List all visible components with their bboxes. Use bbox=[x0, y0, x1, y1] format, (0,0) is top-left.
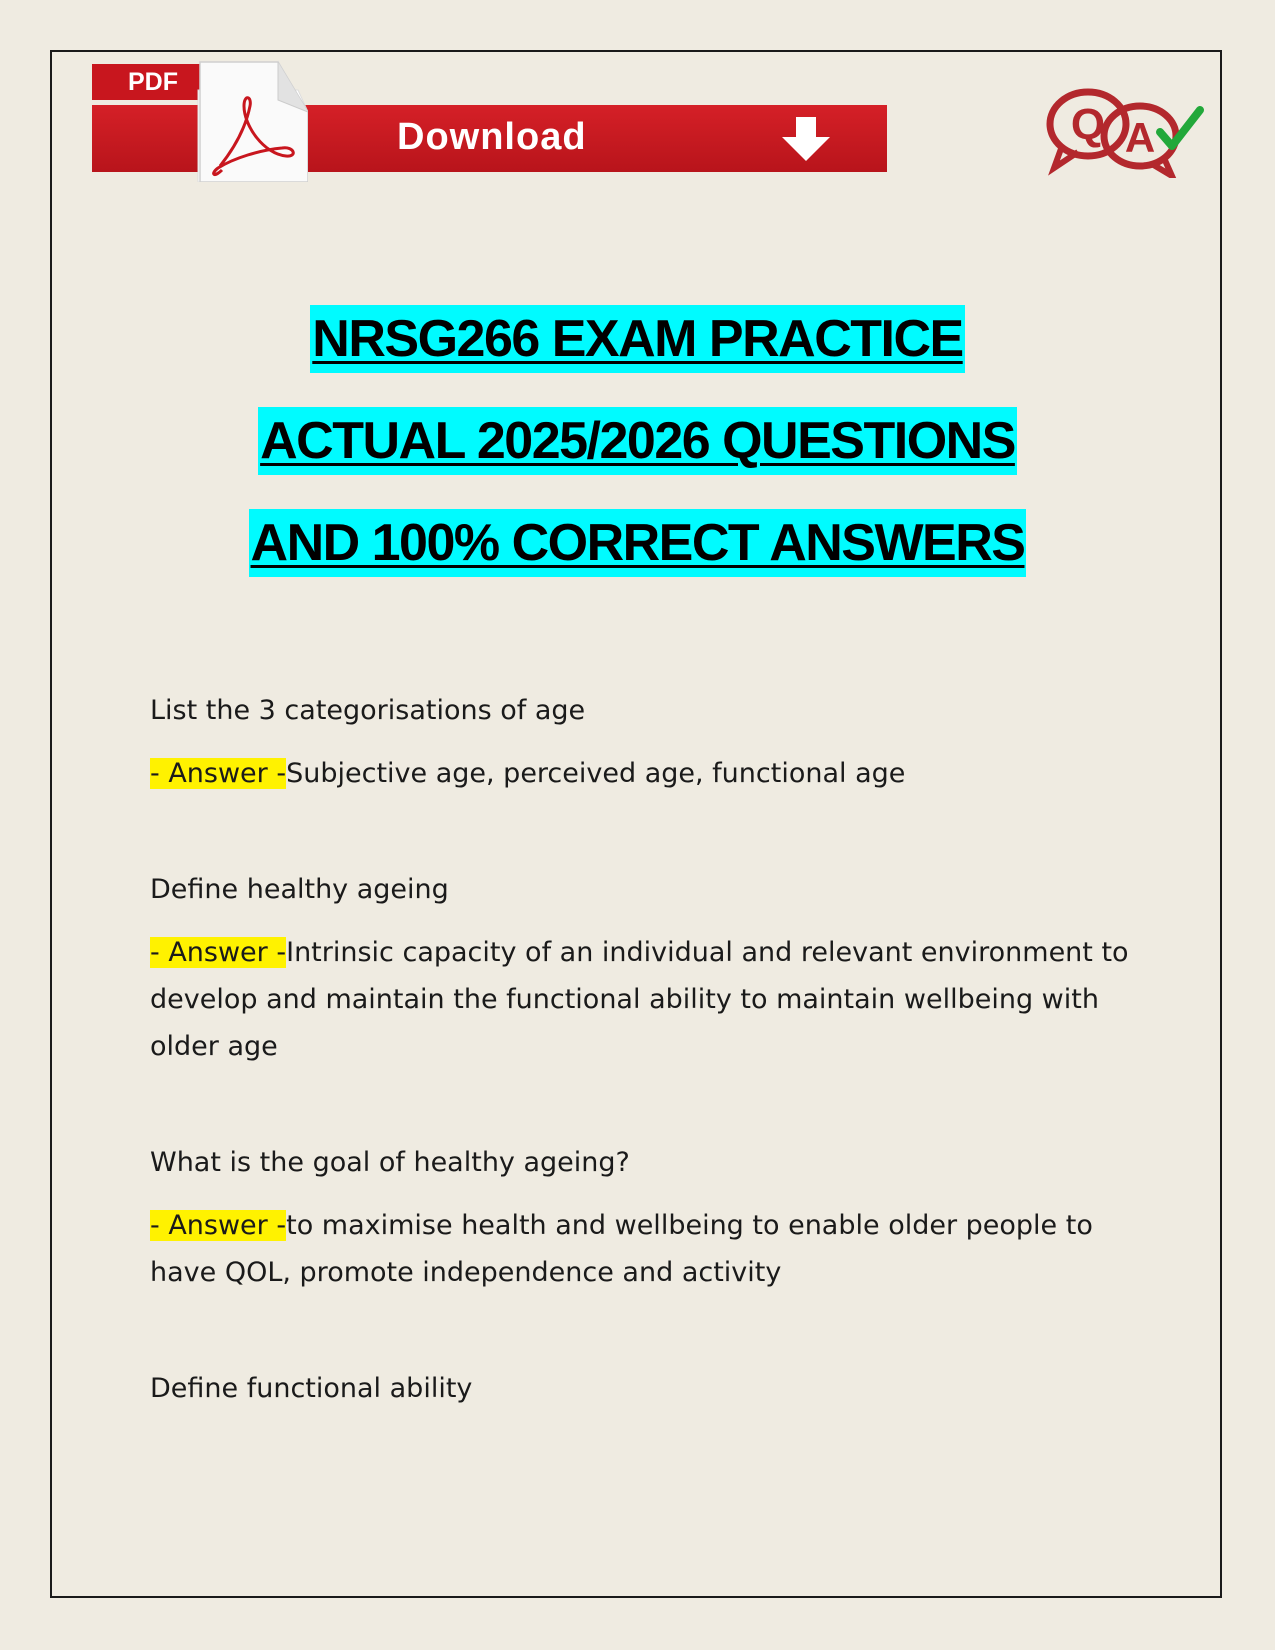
qa-item bbox=[150, 1362, 1140, 1416]
title-line-3: AND 100% CORRECT ANSWERS bbox=[249, 509, 1027, 577]
qa-list bbox=[150, 684, 1140, 1482]
question-text: List the 3 categorisations of age bbox=[150, 695, 586, 726]
pdf-document-icon bbox=[148, 60, 308, 182]
answer-label: - Answer - bbox=[150, 758, 287, 789]
question-text: Define functional ability bbox=[150, 1373, 473, 1404]
qa-item bbox=[150, 863, 1140, 1070]
answer-body: Intrinsic capacity of an individual and relevant environment to develop and maintain the functional ability to maintain wellbeing with older age bbox=[150, 937, 1129, 1062]
pdf-tag: PDF bbox=[92, 64, 254, 100]
download-arrow-icon bbox=[776, 115, 836, 165]
qa-check-logo bbox=[1040, 80, 1208, 178]
title-line-2: ACTUAL 2025/2026 QUESTIONS bbox=[258, 407, 1017, 475]
answer-body: to maximise health and wellbeing to enable older people to have QOL, promote independence and activity bbox=[150, 1210, 1093, 1288]
question-text: What is the goal of healthy ageing? bbox=[150, 1147, 630, 1178]
answer-label: - Answer - bbox=[150, 937, 287, 968]
qa-item bbox=[150, 684, 1140, 797]
answer-text bbox=[150, 929, 1140, 1070]
answer-text bbox=[150, 750, 1140, 797]
qa-item bbox=[150, 1136, 1140, 1296]
download-label[interactable]: Download bbox=[397, 116, 587, 158]
logo-a: A bbox=[1124, 114, 1156, 161]
pdf-download-banner[interactable] bbox=[92, 60, 887, 185]
answer-label: - Answer - bbox=[150, 1210, 287, 1241]
document-title bbox=[0, 305, 1275, 611]
question-text: Define healthy ageing bbox=[150, 874, 449, 905]
answer-text bbox=[150, 1202, 1140, 1296]
answer-body: Subjective age, perceived age, functional age bbox=[286, 758, 906, 789]
title-line-1: NRSG266 EXAM PRACTICE bbox=[310, 305, 964, 373]
logo-q: Q bbox=[1070, 100, 1106, 149]
